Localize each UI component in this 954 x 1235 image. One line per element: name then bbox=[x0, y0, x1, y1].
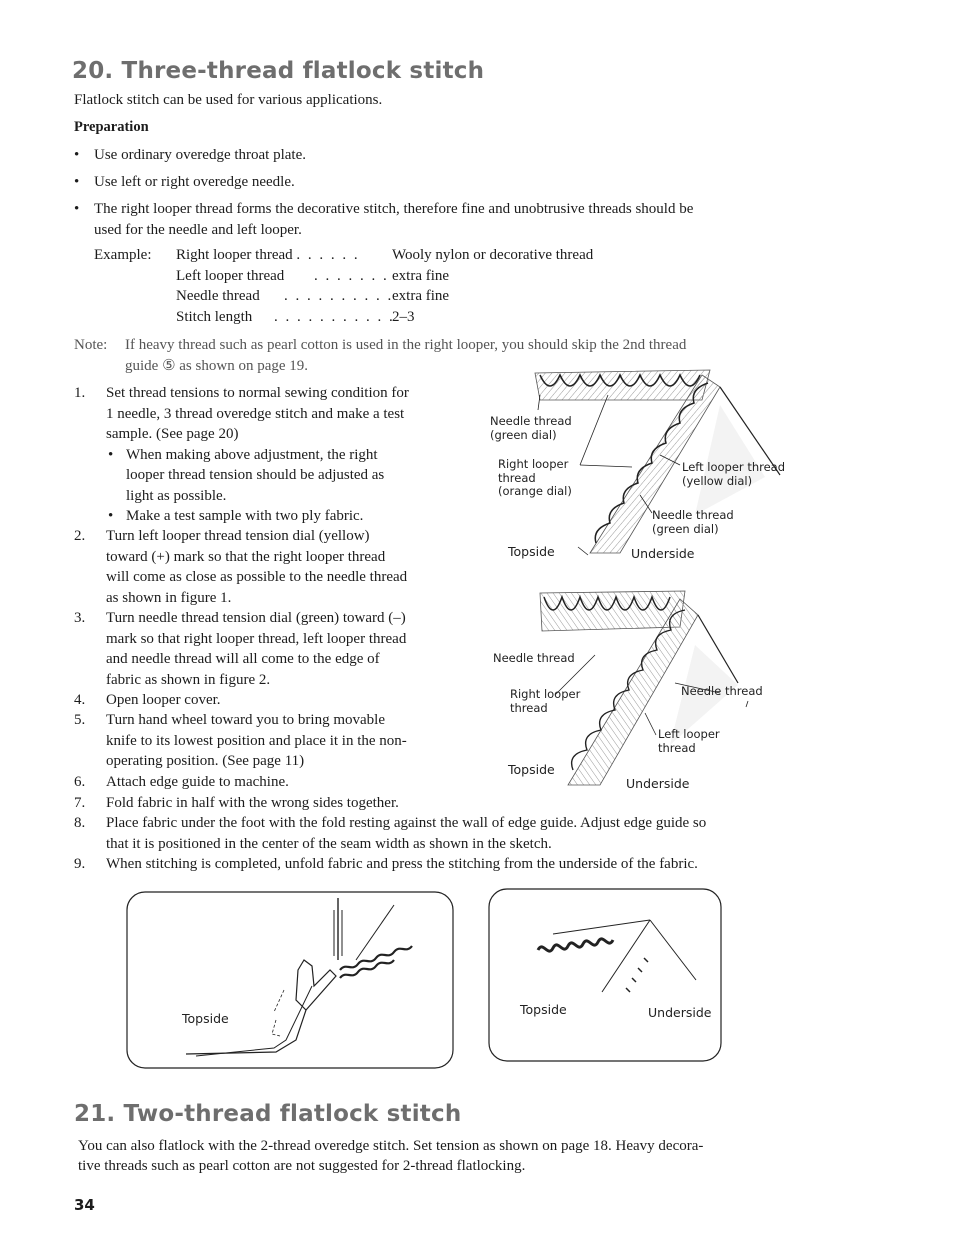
section-21-line-2: tive threads such as pearl cotton are not suggested for 2-thread flatlocking. bbox=[78, 1158, 526, 1174]
example-label: Example: bbox=[94, 247, 152, 263]
bullet-dot-icon: • bbox=[108, 508, 114, 524]
list-item: • Use ordinary overedge throat plate. bbox=[74, 145, 814, 172]
figure-3-illustration bbox=[126, 890, 456, 1070]
example-row: Left looper thread . . . . . . . extra fine bbox=[176, 267, 450, 284]
preparation-heading: Preparation bbox=[74, 119, 149, 135]
fig1-needle-thread-label: Needle thread (green dial) bbox=[490, 414, 572, 442]
section-21-title: 21. Two-thread flatlock stitch bbox=[74, 1101, 462, 1127]
figure-4-illustration bbox=[488, 888, 724, 1064]
fig2-needle-thread-label: Needle thread bbox=[493, 651, 575, 665]
fig2-topside-label: Topside bbox=[508, 762, 555, 777]
example-row: Right looper thread . . . . . . Wooly nylon or decorative thread bbox=[176, 247, 594, 263]
note-line-2: guide ⑤ as shown on page 19. bbox=[125, 358, 309, 374]
fig2-right-looper-label: Right looper thread bbox=[510, 687, 581, 715]
fig1-left-looper-label: Left looper thread (yellow dial) bbox=[682, 460, 786, 488]
fig1-right-looper-label: Right looper thread (orange dial) bbox=[498, 457, 572, 498]
fig4-underside-label: Underside bbox=[648, 1005, 712, 1020]
preparation-bullet-list bbox=[74, 145, 814, 240]
bullet-dot-icon: • bbox=[74, 201, 80, 217]
fig2-left-looper-label: Left looper thread bbox=[658, 727, 720, 755]
section-20-title: 20. Three-thread flatlock stitch bbox=[72, 58, 485, 84]
step-1-subitem: • When making above adjustment, the right looper thread tension should be adjusted as light as possible. bbox=[108, 446, 385, 504]
fig1-underside-label: Underside bbox=[631, 546, 695, 561]
fig1-topside-label: Topside bbox=[508, 544, 555, 559]
bullet-dot-icon: • bbox=[74, 174, 80, 190]
list-item: • Use left or right overedge needle. bbox=[74, 172, 814, 199]
step-1-subitem: • Make a test sample with two ply fabric. bbox=[106, 506, 466, 527]
fig4-topside-label: Topside bbox=[520, 1002, 567, 1017]
note-label: Note: bbox=[74, 337, 108, 353]
example-row: Needle thread . . . . . . . . . . extra fine bbox=[176, 288, 450, 304]
fig3-topside-label: Topside bbox=[182, 1011, 229, 1026]
example-row: Stitch length . . . . . . . . . . . 2–3 bbox=[176, 308, 415, 325]
bullet-dot-icon: • bbox=[74, 147, 80, 163]
list-item: • The right looper thread forms the decorative stitch, therefore fine and unobtrusive threads should be used for the needle and left looper. bbox=[74, 201, 694, 238]
note-line-1: If heavy thread such as pearl cotton is used in the right looper, you should skip the 2nd thread bbox=[125, 337, 687, 353]
fig2-underside-label: Underside bbox=[626, 776, 690, 791]
section-20-intro: Flatlock stitch can be used for various applications. bbox=[74, 92, 383, 108]
fig2-needle-thread-under-label: Needle thread bbox=[681, 684, 763, 698]
section-21-line-1: You can also flatlock with the 2-thread overedge stitch. Set tension as shown on page 18. Heavy decora- bbox=[78, 1138, 704, 1154]
bullet-dot-icon: • bbox=[108, 446, 114, 463]
fig1-needle-thread-under-label: Needle thread (green dial) bbox=[652, 508, 734, 536]
example-table bbox=[176, 245, 656, 327]
page-number: 34 bbox=[74, 1196, 95, 1214]
